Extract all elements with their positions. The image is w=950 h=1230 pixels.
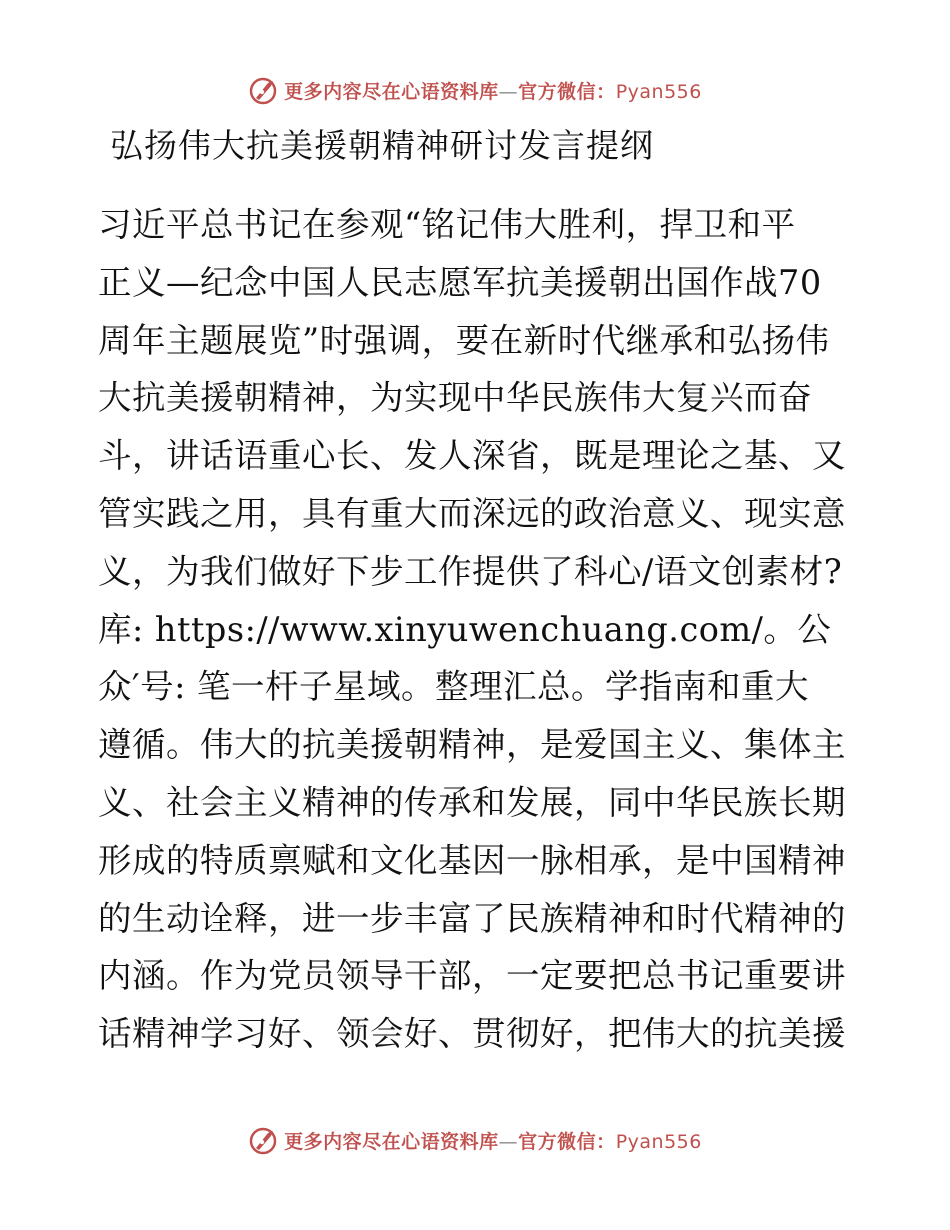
header-banner-dash: — [498, 80, 519, 103]
document-body [98, 196, 858, 1063]
footer-banner-main: 更多内容尽在心语资料库 [284, 1130, 499, 1153]
document-title: 弘扬伟大抗美援朝精神研讨发言提纲 [110, 126, 654, 165]
footer-banner-wechat: 官方微信： [518, 1130, 616, 1153]
header-banner-handle: Pyan556 [615, 80, 702, 103]
header-banner-text [284, 77, 702, 104]
footer-banner [0, 1120, 950, 1160]
header-banner [0, 70, 950, 110]
body-line: 周年主题展览”时强调，要在新时代继承和弘扬伟 [98, 320, 830, 360]
body-line: 义，为我们做好下步工作提供了科心/语文创素材? [98, 551, 843, 591]
footer-banner-handle: Pyan556 [615, 1130, 702, 1153]
footer-banner-text [284, 1127, 702, 1154]
body-line: 话精神学习好、领会好、贯彻好，把伟大的抗美援 [98, 1014, 846, 1054]
footer-banner-dash: — [498, 1130, 519, 1153]
pen-nib-logo-icon [248, 1124, 280, 1156]
body-line: 遵循。伟大的抗美援朝精神，是爱国主义、集体主 [98, 725, 846, 765]
body-line: 大抗美援朝精神，为实现中华民族伟大复兴而奋 [98, 378, 812, 418]
body-line: 形成的特质禀赋和文化基因一脉相承，是中国精神 [98, 840, 846, 880]
body-line: 习近平总书记在参观“铭记伟大胜利，捍卫和平 [98, 205, 796, 244]
body-line: 义、社会主义精神的传承和发展，同中华民族长期 [98, 782, 846, 822]
body-line: 斗，讲话语重心长、发人深省，既是理论之基、又 [98, 436, 846, 476]
body-line: 的生动诠释，进一步丰富了民族精神和时代精神的 [98, 898, 846, 938]
body-line: 正义—纪念中国人民志愿军抗美援朝出国作战70 [98, 262, 822, 302]
header-banner-main: 更多内容尽在心语资料库 [284, 80, 499, 103]
body-line: 管实践之用，具有重大而深远的政治意义、现实意 [98, 493, 846, 533]
header-banner-wechat: 官方微信： [518, 80, 616, 103]
body-line: 库: https://www.xinyuwenchuang.com/。公 [98, 609, 832, 649]
body-line: 众′号: 笔一杆子星域。整理汇总。学指南和重大 [98, 667, 810, 707]
body-line: 内涵。作为党员领导干部，一定要把总书记重要讲 [98, 956, 846, 996]
pen-nib-logo-icon [248, 74, 280, 106]
